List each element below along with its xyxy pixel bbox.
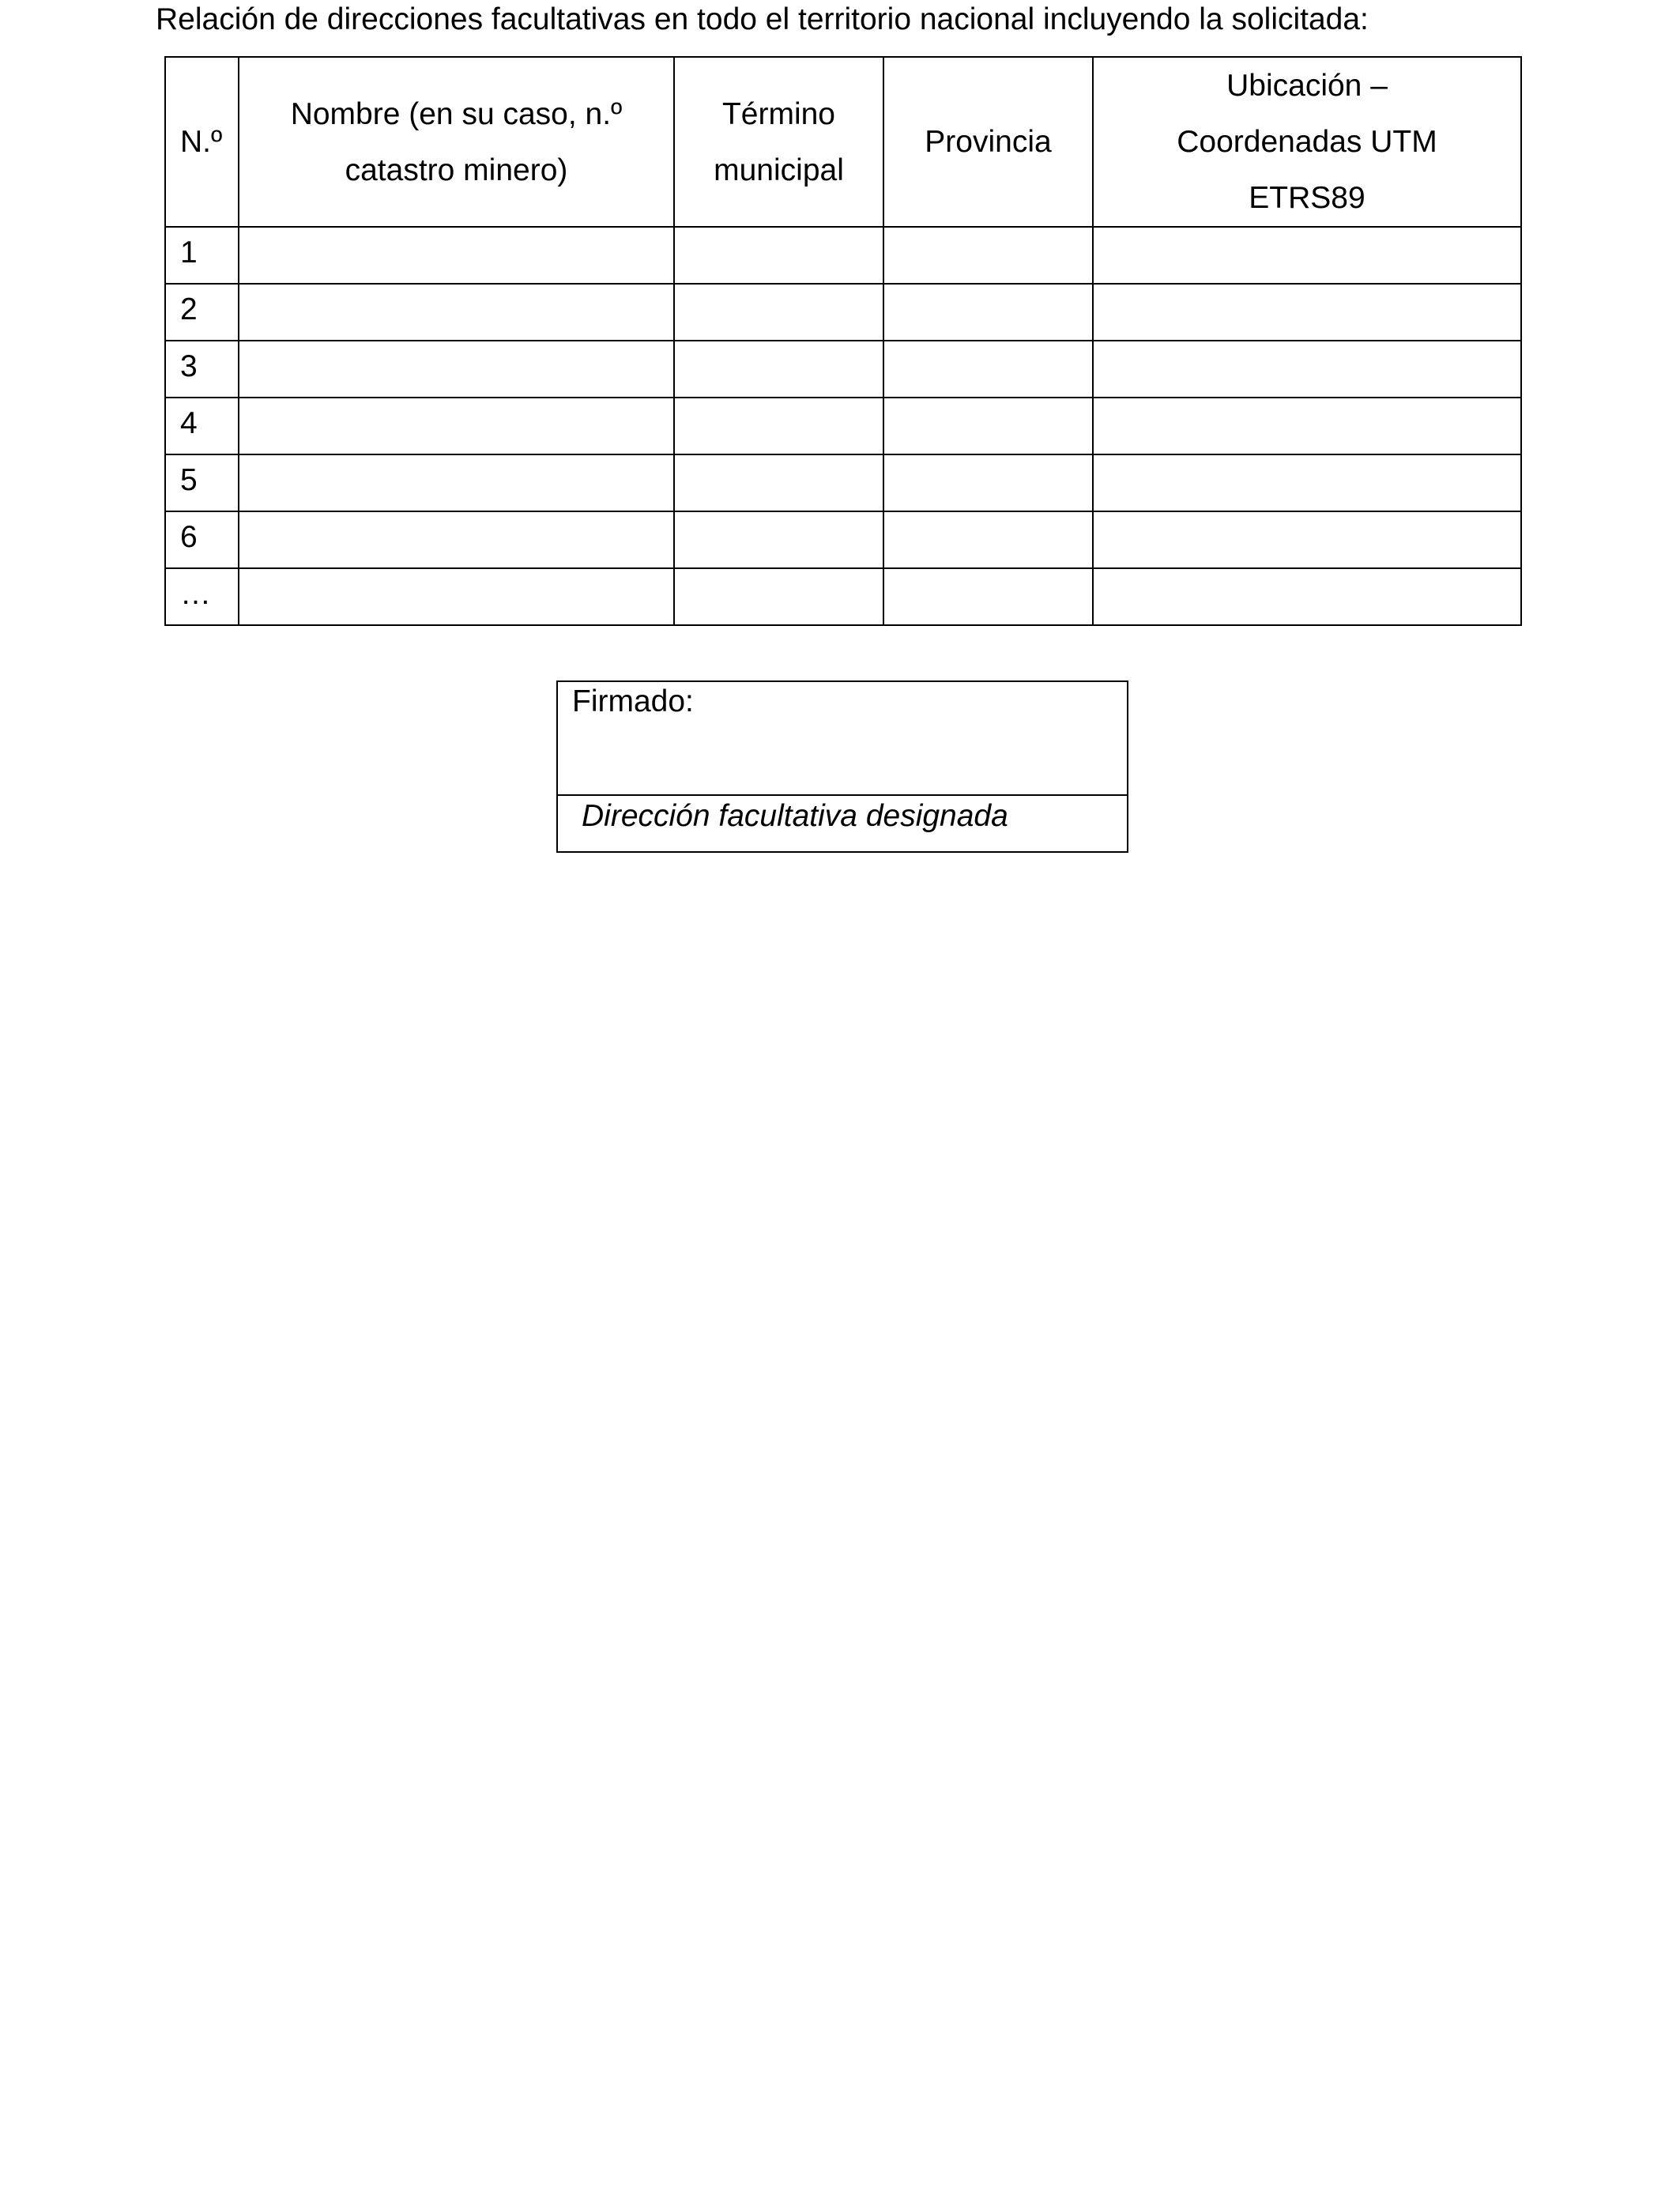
header-termino-line-1: Término (721, 96, 836, 131)
signature-row (557, 681, 1128, 795)
cell-nombre[interactable] (239, 284, 674, 341)
cell-nombre[interactable] (239, 568, 674, 625)
cell-termino[interactable] (674, 341, 883, 398)
table-header-row (165, 57, 1521, 227)
header-provincia (883, 57, 1093, 227)
cell-ubicacion[interactable] (1093, 284, 1521, 341)
cell-termino[interactable] (674, 284, 883, 341)
cell-numero: … (165, 568, 239, 625)
signature-field[interactable] (557, 681, 1128, 795)
cell-provincia[interactable] (883, 227, 1093, 284)
header-ubicacion-line-3: ETRS89 (1249, 181, 1365, 215)
cell-provincia[interactable] (883, 454, 1093, 511)
cell-provincia[interactable] (883, 568, 1093, 625)
cell-termino[interactable] (674, 454, 883, 511)
header-ubicacion-line-2: Coordenadas UTM (1177, 125, 1437, 159)
cell-termino[interactable] (674, 227, 883, 284)
header-numero-line-1: N.º (180, 125, 223, 159)
table-row (165, 284, 1521, 341)
signature-label: Firmado: (572, 684, 694, 718)
header-ubicacion (1093, 57, 1521, 227)
table-row (165, 568, 1521, 625)
cell-ubicacion[interactable] (1093, 398, 1521, 454)
table-row (165, 341, 1521, 398)
cell-provincia[interactable] (883, 341, 1093, 398)
header-termino (674, 57, 883, 227)
cell-ubicacion[interactable] (1093, 454, 1521, 511)
header-nombre-line-2: catastro minero) (345, 153, 568, 187)
signature-role: Dirección facultativa designada (557, 795, 1128, 852)
cell-nombre[interactable] (239, 227, 674, 284)
header-provincia-line-1: Provincia (925, 125, 1052, 159)
header-termino-line-2: municipal (714, 153, 844, 187)
cell-numero: 4 (165, 398, 239, 454)
signature-role-row (557, 795, 1128, 852)
cell-termino[interactable] (674, 398, 883, 454)
cell-ubicacion[interactable] (1093, 511, 1521, 568)
cell-numero: 3 (165, 341, 239, 398)
table-row (165, 227, 1521, 284)
header-ubicacion-line-1: Ubicación – (1226, 69, 1388, 103)
cell-nombre[interactable] (239, 398, 674, 454)
cell-provincia[interactable] (883, 284, 1093, 341)
cell-numero: 1 (165, 227, 239, 284)
cell-numero: 2 (165, 284, 239, 341)
cell-ubicacion[interactable] (1093, 341, 1521, 398)
cell-provincia[interactable] (883, 511, 1093, 568)
cell-nombre[interactable] (239, 341, 674, 398)
table-row (165, 511, 1521, 568)
table-row (165, 398, 1521, 454)
header-nombre (239, 57, 674, 227)
cell-numero: 5 (165, 454, 239, 511)
cell-provincia[interactable] (883, 398, 1093, 454)
signature-box (556, 680, 1128, 853)
header-nombre-line-1: Nombre (en su caso, n.º (290, 96, 623, 131)
cell-numero: 6 (165, 511, 239, 568)
table-row (165, 454, 1521, 511)
intro-text: Relación de direcciones facultativas en todo el territorio nacional incluyendo la solicitada: (156, 2, 1369, 36)
cell-nombre[interactable] (239, 454, 674, 511)
cell-termino[interactable] (674, 511, 883, 568)
cell-ubicacion[interactable] (1093, 227, 1521, 284)
header-numero (165, 57, 239, 227)
direcciones-table (164, 56, 1522, 626)
cell-ubicacion[interactable] (1093, 568, 1521, 625)
cell-nombre[interactable] (239, 511, 674, 568)
cell-termino[interactable] (674, 568, 883, 625)
